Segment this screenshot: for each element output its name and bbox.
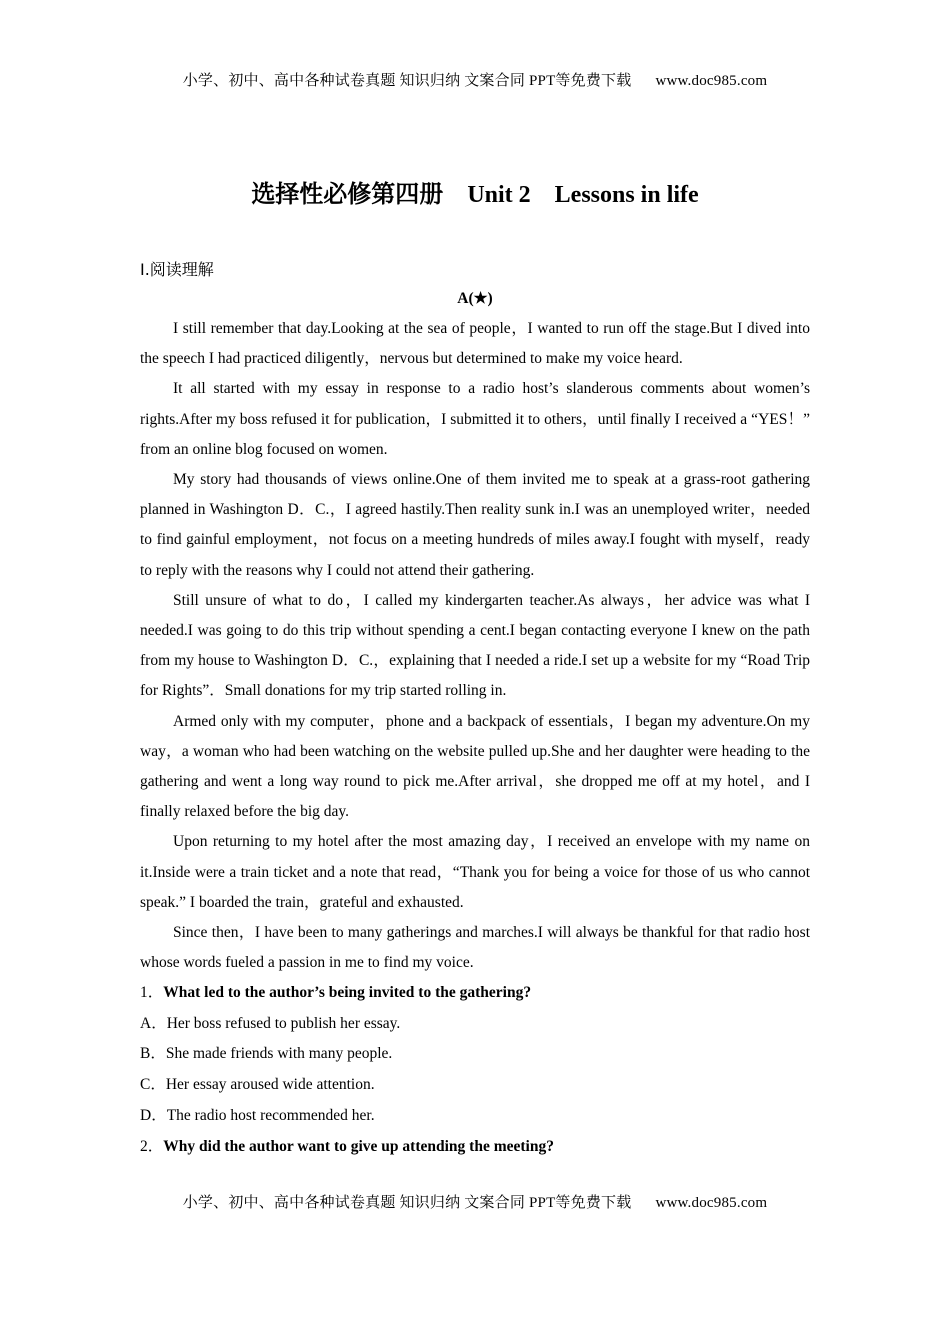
title-topic: Lessons in life — [554, 182, 699, 208]
passage-label: A(★) — [457, 290, 493, 307]
header-url[interactable]: www.doc985.com — [655, 73, 768, 89]
paragraph: Still unsure of what to do，I called my kindergarten teacher.As always，her advice was what I needed.I was going to do this trip without spending a cent.I began contacting everyone I knew on the path from my house to Washington D．C.，explaining that I needed a ride.I set up a website for my “Road Trip for Rights”．Small donations for my trip started rolling in. — [140, 591, 810, 700]
paragraph: It all started with my essay in response to a radio host’s slanderous comments about women’s rights.After my boss refused it for publication，I submitted it to others，until finally I received a “YES！” from an online blog focused on women. — [140, 380, 810, 458]
question-stem: Why did the author want to give up attending the meeting? — [163, 1137, 554, 1155]
footer-url[interactable]: www.doc985.com — [655, 1195, 768, 1211]
option-c[interactable]: C．Her essay aroused wide attention. — [140, 1076, 375, 1094]
footer-tagline: 小学、初中、高中各种试卷真题 知识归纳 文案合同 PPT等免费下载 — [182, 1195, 632, 1211]
option-a[interactable]: A．Her boss refused to publish her essay. — [140, 1014, 401, 1032]
section-heading: Ⅰ.阅读理解 — [140, 260, 214, 279]
header-tagline: 小学、初中、高中各种试卷真题 知识归纳 文案合同 PPT等免费下载 — [182, 73, 632, 89]
page-title — [0, 174, 950, 209]
paragraph: Upon returning to my hotel after the most amazing day，I received an envelope with my name on it.Inside were a train ticket and a note that read，“Thank you for being a voice for those of us who cannot speak.” I boarded the train，grateful and exhausted. — [140, 833, 810, 911]
question-2 — [140, 1132, 810, 1162]
page-footer — [0, 1191, 950, 1212]
title-book: 选择性必修第四册 — [251, 182, 444, 208]
paragraph: Since then，I have been to many gatherings and marches.I will always be thankful for that radio host whose words fueled a passion in me to find my voice. — [140, 924, 810, 972]
passage-body — [140, 314, 810, 1162]
option-d[interactable]: D．The radio host recommended her. — [140, 1107, 375, 1125]
question-1 — [140, 978, 810, 1008]
paragraph: I still remember that day.Looking at the sea of people，I wanted to run off the stage.But I dived into the speech I had practiced diligently，nervous but determined to make my voice heard. — [140, 320, 810, 368]
title-unit: Unit 2 — [467, 182, 531, 208]
question-stem: What led to the author’s being invited to the gathering? — [163, 984, 532, 1002]
question-number: 1． — [140, 984, 164, 1002]
question-number: 2． — [140, 1137, 164, 1155]
option-b[interactable]: B．She made friends with many people. — [140, 1045, 393, 1063]
paragraph: My story had thousands of views online.One of them invited me to speak at a grass-root gathering planned in Washington D．C.，I agreed hastily.Then reality sunk in.I was an unemployed writer，needed to find gainful employment，not focus on a meeting hundreds of miles away.I fought with myself，ready to reply with the reasons why I could not attend their gathering. — [140, 471, 810, 579]
paragraph: Armed only with my computer，phone and a backpack of essentials，I began my adventure.On my way，a woman who had been watching on the website pulled up.She and her daughter were heading to the gathering and went a long way round to pick me.After arrival，she dropped me off at my hotel，and I finally relaxed before the big day. — [140, 712, 810, 821]
page-header — [0, 69, 950, 90]
